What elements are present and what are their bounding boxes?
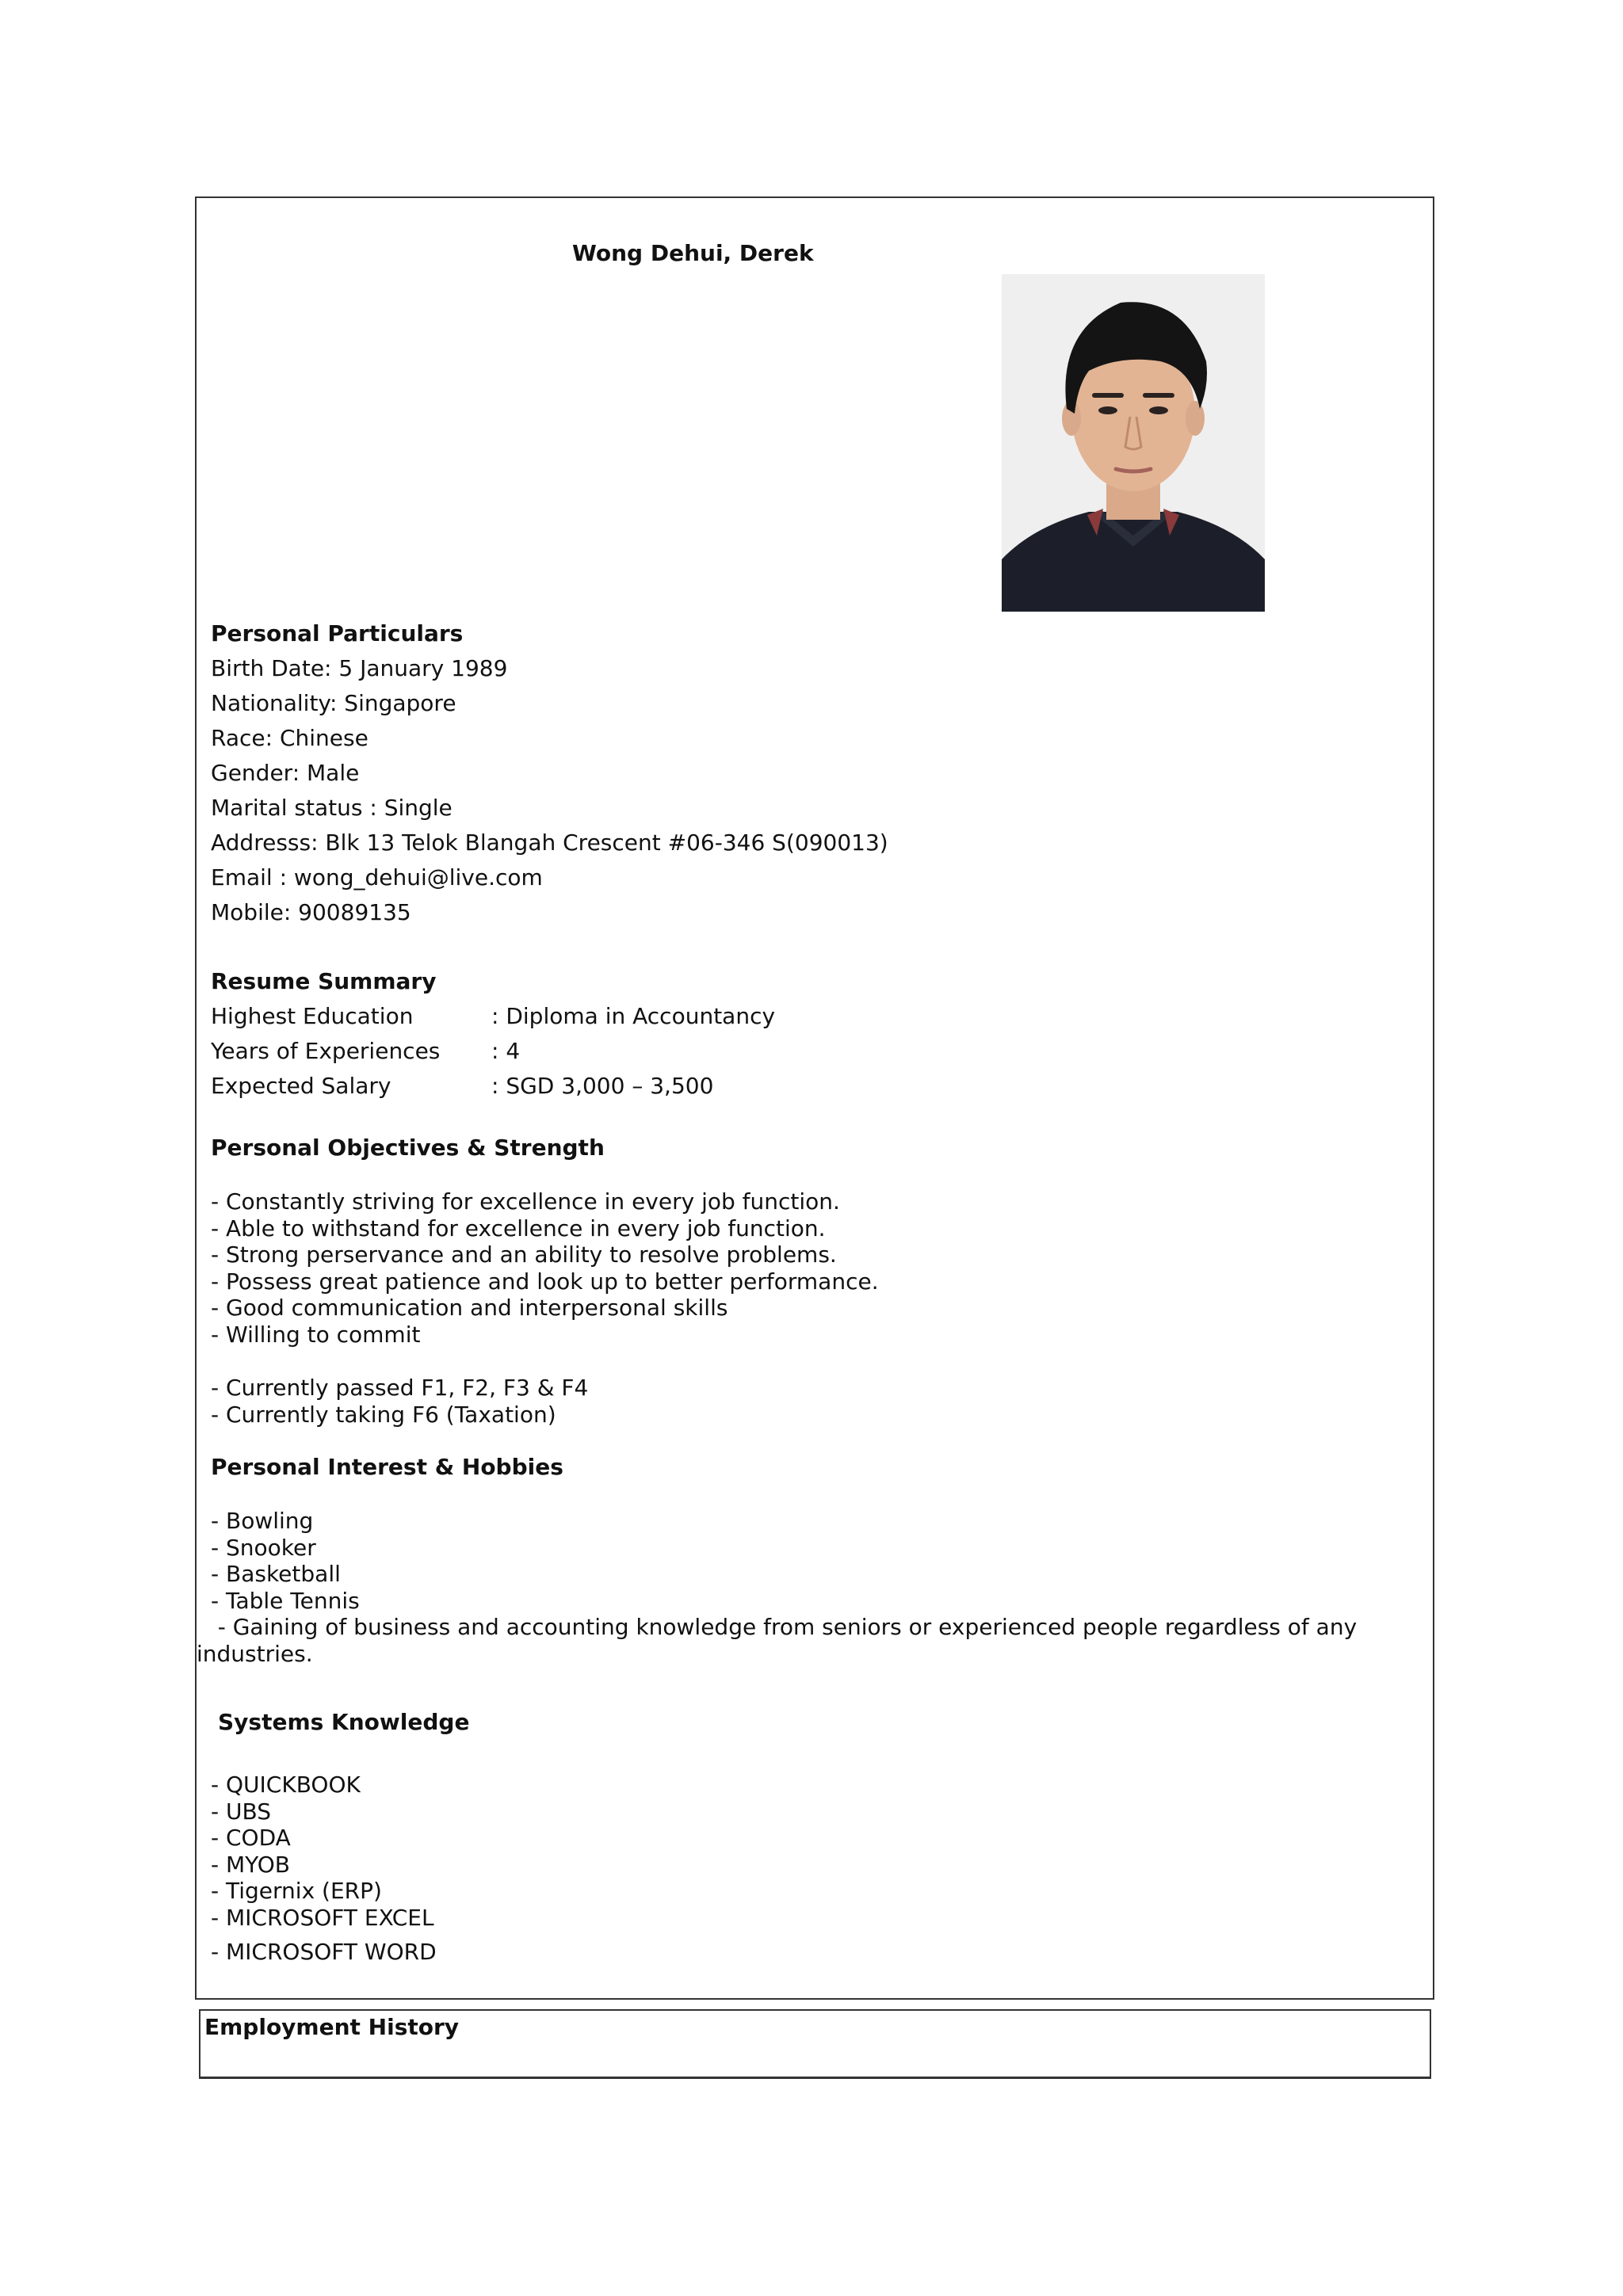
- exam-status-list: [211, 1375, 588, 1428]
- hobbies-list: [211, 1508, 360, 1614]
- list-item: - CODA: [211, 1825, 291, 1852]
- mobile: Mobile: 90089135: [211, 899, 411, 925]
- list-item: - MICROSOFT WORD: [211, 1939, 437, 1965]
- objectives-heading: Personal Objectives & Strength: [211, 1135, 605, 1161]
- list-item: - MICROSOFT EXCEL: [211, 1904, 434, 1931]
- list-item: - Bowling: [211, 1508, 314, 1534]
- summary-label: Years of Experiences: [211, 1038, 441, 1064]
- list-item: - Constantly striving for excellence in every job function.: [211, 1188, 840, 1215]
- employment-history-heading: Employment History: [204, 2014, 460, 2040]
- email: Email : wong_dehui@live.com: [211, 864, 543, 891]
- summary-label: Highest Education: [211, 1003, 414, 1029]
- systems-list: [211, 1772, 434, 1932]
- employment-history-box: [199, 2009, 1431, 2079]
- list-item: - Willing to commit: [211, 1321, 421, 1348]
- list-item: - Strong perservance and an ability to resolve problems.: [211, 1241, 837, 1268]
- summary-value: : SGD 3,000 – 3,500: [491, 1073, 714, 1099]
- list-item: - Good communication and interpersonal skills: [211, 1295, 728, 1322]
- objectives-list: [211, 1188, 879, 1348]
- list-item: - Table Tennis: [211, 1587, 360, 1614]
- list-item: - Possess great patience and look up to better performance.: [211, 1268, 879, 1295]
- address: Addresss: Blk 13 Telok Blangah Crescent #06-346 S(090013): [211, 830, 888, 856]
- systems-heading: Systems Knowledge: [218, 1709, 470, 1735]
- personal-particulars-heading: Personal Particulars: [211, 620, 464, 646]
- list-item: - MYOB: [211, 1851, 290, 1878]
- profile-photo: [1002, 274, 1265, 612]
- race: Race: Chinese: [211, 725, 369, 751]
- list-item: - QUICKBOOK: [211, 1772, 361, 1798]
- list-item: - Able to withstand for excellence in every job function.: [211, 1215, 826, 1241]
- list-item: - Currently passed F1, F2, F3 & F4: [211, 1375, 589, 1401]
- list-item: - UBS: [211, 1798, 271, 1825]
- list-item: - Basketball: [211, 1561, 341, 1588]
- marital-status: Marital status : Single: [211, 795, 453, 821]
- birth-date: Birth Date: 5 January 1989: [211, 655, 508, 681]
- list-item: - Currently taking F6 (Taxation): [211, 1401, 556, 1428]
- list-item: - Snooker: [211, 1534, 316, 1561]
- summary-label: Expected Salary: [211, 1073, 391, 1099]
- hobbies-heading: Personal Interest & Hobbies: [211, 1454, 563, 1480]
- list-item: - Tigernix (ERP): [211, 1878, 382, 1905]
- resume-summary-heading: Resume Summary: [211, 968, 437, 994]
- summary-value: : Diploma in Accountancy: [491, 1003, 776, 1029]
- hobby-long-item: - Gaining of business and accounting knowledge from seniors or experienced people regardless of any industries.: [197, 1614, 1365, 1667]
- gender: Gender: Male: [211, 760, 360, 786]
- candidate-name: Wong Dehui, Derek: [572, 240, 814, 266]
- summary-value: : 4: [491, 1038, 521, 1064]
- nationality: Nationality: Singapore: [211, 690, 456, 716]
